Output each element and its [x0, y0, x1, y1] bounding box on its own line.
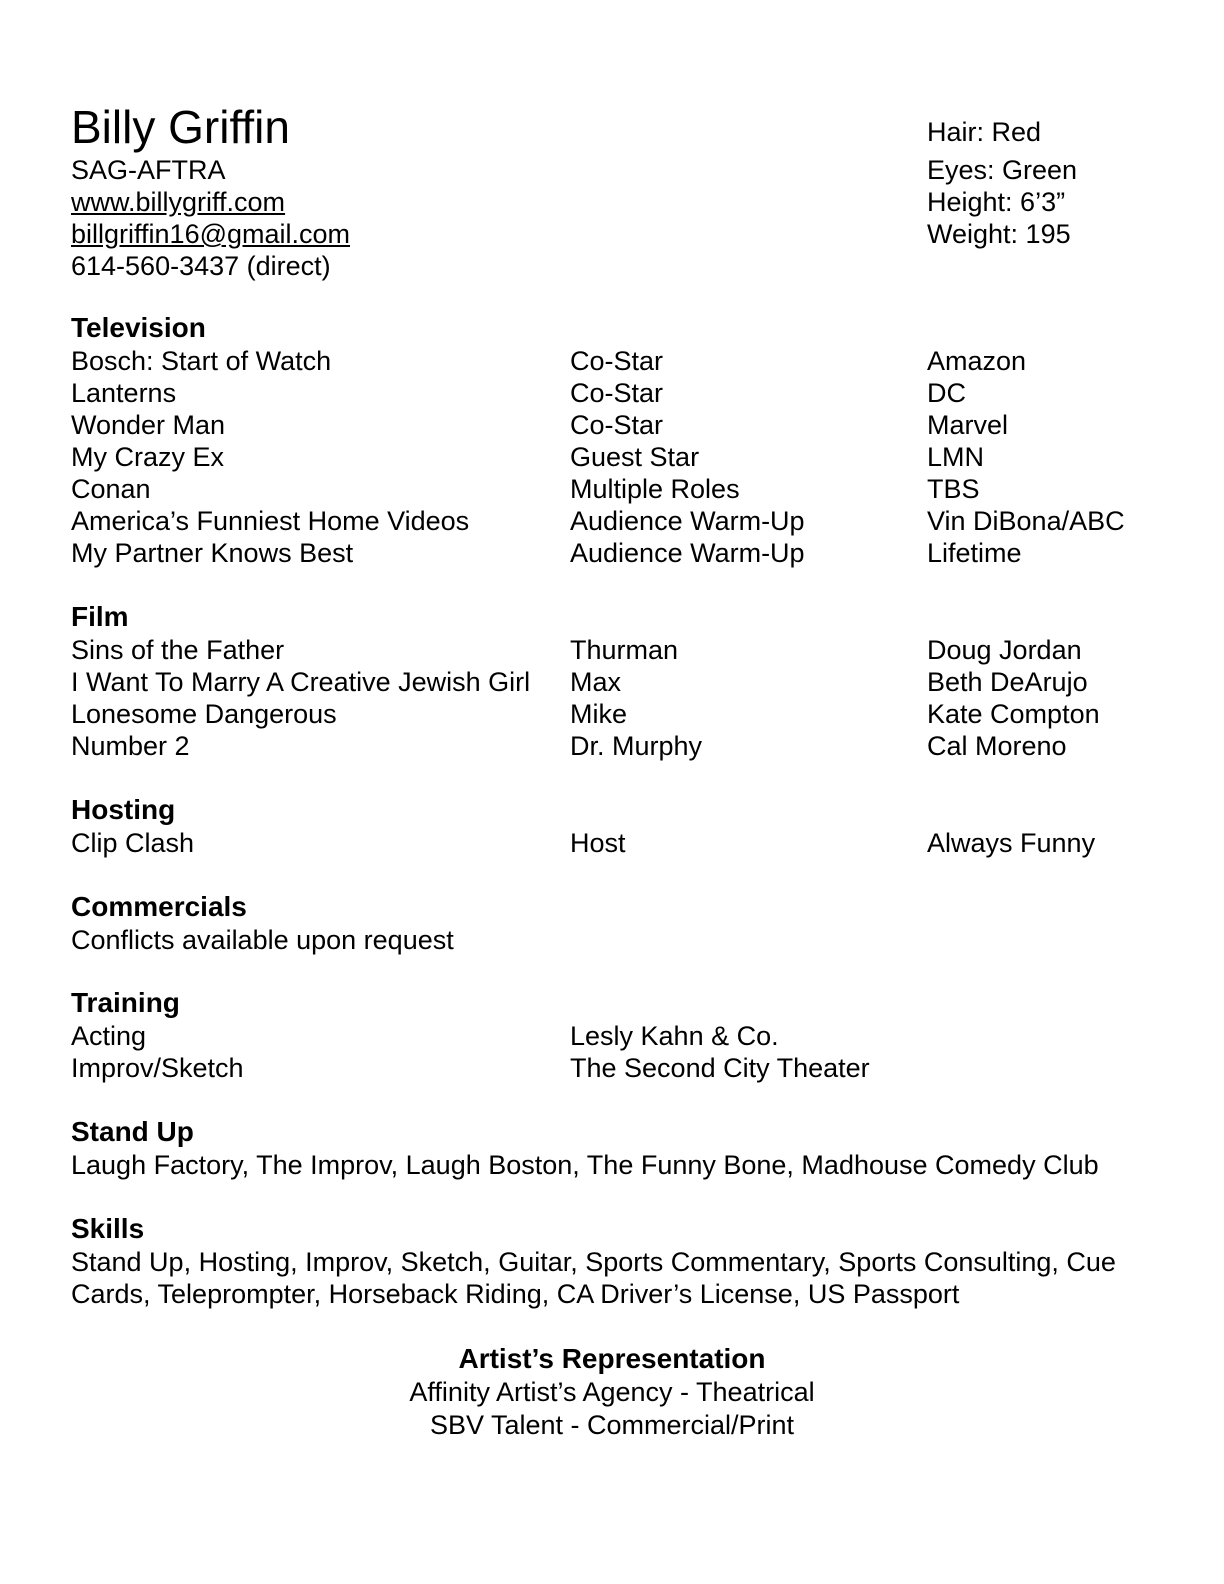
- credit-title: Lonesome Dangerous: [71, 699, 337, 729]
- union-affiliation: SAG-AFTRA: [71, 155, 226, 185]
- credit-role: Mike: [570, 699, 628, 729]
- credit-row: [71, 634, 1161, 666]
- credit-company: Amazon: [927, 346, 1027, 376]
- credit-row: [71, 441, 1161, 473]
- credit-role: Co-Star: [570, 410, 664, 440]
- credit-company: Vin DiBona/ABC: [927, 506, 1125, 536]
- commercials-section: [71, 890, 1161, 956]
- credit-company: Always Funny: [927, 828, 1096, 858]
- credit-director: Beth DeArujo: [927, 667, 1088, 697]
- credit-director: Kate Compton: [927, 699, 1100, 729]
- representation-section: [0, 1342, 1224, 1442]
- credit-role: Audience Warm-Up: [570, 506, 805, 536]
- credit-row: [71, 345, 1161, 377]
- credit-row: [71, 698, 1161, 730]
- credit-director: Doug Jordan: [927, 635, 1082, 665]
- credit-role: Host: [570, 828, 626, 858]
- stat-weight: Weight: 195: [927, 219, 1071, 249]
- credit-row: [71, 537, 1161, 569]
- email-link[interactable]: billgriffin16@gmail.com: [71, 219, 351, 249]
- television-section: [71, 311, 1161, 569]
- stat-height: Height: 6’3”: [927, 187, 1066, 217]
- credit-row: [71, 377, 1161, 409]
- section-heading-skills: Skills: [71, 1213, 145, 1244]
- section-heading-television: Television: [71, 312, 206, 343]
- credit-company: DC: [927, 378, 966, 408]
- rep-commercial: SBV Talent - Commercial/Print: [429, 1410, 795, 1440]
- stat-hair: Hair: Red: [927, 117, 1042, 147]
- credit-company: TBS: [927, 474, 980, 504]
- rep-theatrical: Affinity Artist’s Agency - Theatrical: [409, 1377, 815, 1407]
- stat-eyes: Eyes: Green: [927, 155, 1078, 185]
- skills-line-2: Cards, Teleprompter, Horseback Riding, CA Driver’s License, US Passport: [71, 1279, 960, 1309]
- skills-line-1: Stand Up, Hosting, Improv, Sketch, Guitar, Sports Commentary, Sports Consulting, Cue: [71, 1247, 1116, 1277]
- credit-role: Thurman: [570, 635, 679, 665]
- commercials-note: Conflicts available upon request: [71, 925, 454, 955]
- section-heading-commercials: Commercials: [71, 891, 247, 922]
- training-discipline: Improv/Sketch: [71, 1053, 244, 1083]
- training-school: Lesly Kahn & Co.: [570, 1021, 779, 1051]
- phone-number: 614-560-3437 (direct): [71, 251, 331, 281]
- section-heading-standup: Stand Up: [71, 1116, 194, 1147]
- credit-title: Number 2: [71, 731, 190, 761]
- section-heading-hosting: Hosting: [71, 794, 176, 825]
- credit-row: [71, 505, 1161, 537]
- section-heading-training: Training: [71, 987, 180, 1018]
- credit-title: I Want To Marry A Creative Jewish Girl: [71, 667, 531, 697]
- credit-row: [71, 409, 1161, 441]
- physical-stats: [927, 116, 1077, 250]
- credit-role: Co-Star: [570, 378, 664, 408]
- credit-role: Guest Star: [570, 442, 700, 472]
- credit-company: Marvel: [927, 410, 1009, 440]
- credit-company: Lifetime: [927, 538, 1022, 568]
- credit-title: Bosch: Start of Watch: [71, 346, 332, 376]
- credit-row: [71, 666, 1161, 698]
- credit-role: Dr. Murphy: [570, 731, 703, 761]
- training-row: [71, 1052, 1161, 1084]
- standup-venues: Laugh Factory, The Improv, Laugh Boston, The Funny Bone, Madhouse Comedy Club: [71, 1150, 1099, 1180]
- credit-title: My Partner Knows Best: [71, 538, 354, 568]
- credit-row: [71, 827, 1161, 859]
- resume-header: [71, 100, 1161, 290]
- actor-name: Billy Griffin: [71, 101, 290, 153]
- credit-title: America’s Funniest Home Videos: [71, 506, 470, 536]
- credit-director: Cal Moreno: [927, 731, 1067, 761]
- credit-role: Co-Star: [570, 346, 664, 376]
- skills-section: [71, 1212, 1161, 1310]
- credit-title: Conan: [71, 474, 151, 504]
- website-link[interactable]: www.billygriff.com: [71, 187, 286, 217]
- credit-row: [71, 730, 1161, 762]
- film-section: [71, 600, 1161, 762]
- section-heading-representation: Artist’s Representation: [458, 1343, 766, 1374]
- training-discipline: Acting: [71, 1021, 147, 1051]
- credit-title: My Crazy Ex: [71, 442, 225, 472]
- credit-title: Lanterns: [71, 378, 177, 408]
- training-school: The Second City Theater: [570, 1053, 870, 1083]
- standup-section: [71, 1115, 1161, 1181]
- credit-role: Audience Warm-Up: [570, 538, 805, 568]
- credit-role: Multiple Roles: [570, 474, 740, 504]
- training-section: [71, 986, 1161, 1084]
- training-row: [71, 1020, 1161, 1052]
- credit-title: Wonder Man: [71, 410, 226, 440]
- credit-title: Sins of the Father: [71, 635, 285, 665]
- contact-block: [71, 154, 350, 282]
- hosting-section: [71, 793, 1161, 859]
- credit-role: Max: [570, 667, 622, 697]
- credit-title: Clip Clash: [71, 828, 195, 858]
- credit-row: [71, 473, 1161, 505]
- credit-company: LMN: [927, 442, 985, 472]
- section-heading-film: Film: [71, 601, 129, 632]
